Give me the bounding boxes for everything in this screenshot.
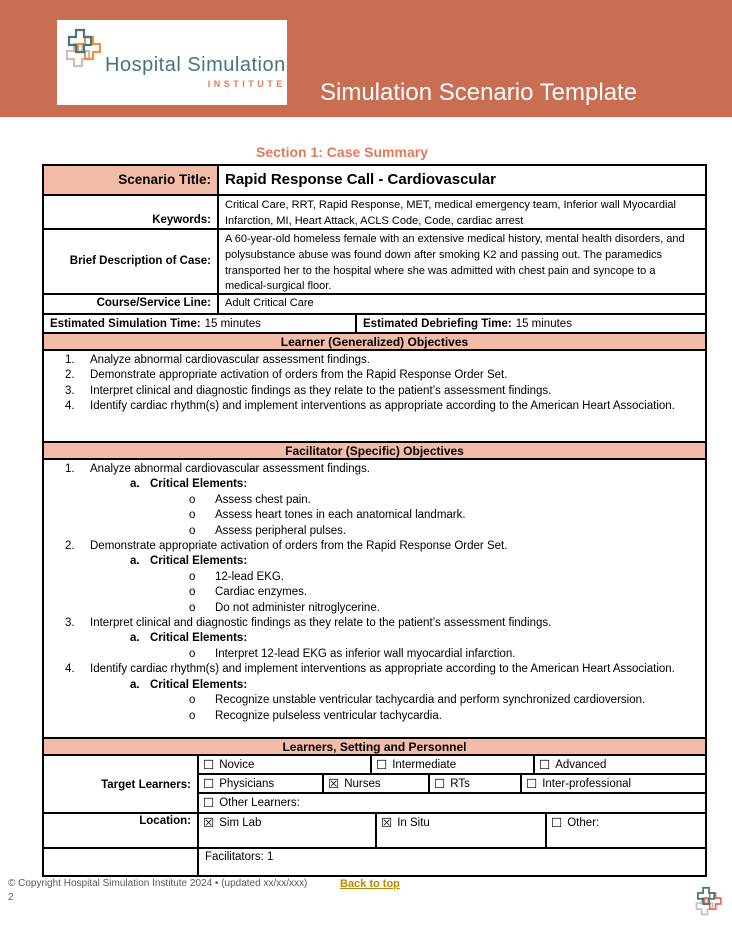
location-row <box>44 814 705 849</box>
facilitator-objectives-header: Facilitator (Specific) Objectives <box>44 443 705 460</box>
checkbox-icon: ☐ <box>551 816 563 830</box>
back-to-top-link[interactable]: Back to top <box>340 878 400 890</box>
learner-roles-row <box>199 775 705 794</box>
facilitators-row <box>44 849 705 875</box>
list-item: 1. Analyze abnormal cardiovascular assessment findings. <box>65 354 370 366</box>
checkbox-inter-professional[interactable]: ☐ Inter-professional <box>526 777 632 791</box>
footer-cross-icon <box>695 886 723 927</box>
list-item: 2. Demonstrate appropriate activation of orders from the Rapid Response Order Set. <box>65 369 508 382</box>
debriefing-time-cell <box>357 315 705 332</box>
target-learners-label: Target Learners: <box>44 756 199 812</box>
list-item: o Do not administer nitroglycerine. <box>189 601 380 614</box>
checkbox-rts[interactable]: ☐ RTs <box>430 775 522 792</box>
logo <box>57 20 287 105</box>
learners-setting-header: Learners, Setting and Personnel <box>44 739 705 756</box>
list-item: a. Critical Elements: <box>130 632 248 645</box>
facilitator-objectives-list <box>44 460 705 739</box>
checkbox-icon: ☐ <box>434 777 446 791</box>
checkbox-icon: ☒ <box>381 816 393 830</box>
logo-cross-icon <box>65 28 103 105</box>
checkbox-physicians[interactable]: ☐ Physicians <box>199 775 324 792</box>
simulation-time-cell <box>44 315 357 332</box>
copyright-text: © Copyright Hospital Simulation Institute 2024 • (updated xx/xx/xxx) <box>8 878 308 889</box>
checkbox-in-situ[interactable]: ☒ In Situ <box>377 814 547 847</box>
checkbox-icon: ☐ <box>539 758 551 772</box>
description-row <box>44 230 705 295</box>
logo-name: Hospital Simulation <box>105 54 286 76</box>
course-label: Course/Service Line: <box>44 295 219 313</box>
checkbox-icon: ☒ <box>328 777 340 791</box>
scenario-title-row <box>44 166 705 196</box>
list-item: o 12-lead EKG. <box>189 570 285 583</box>
list-item: a. Critical Elements: <box>130 678 248 691</box>
checkbox-nurses[interactable]: ☒ Nurses <box>324 775 430 792</box>
list-item: o Assess peripheral pulses. <box>189 524 347 537</box>
case-summary-table <box>42 164 707 877</box>
learner-levels-row <box>199 756 705 775</box>
description-label: Brief Description of Case: <box>44 230 219 293</box>
checkbox-advanced[interactable]: ☐ Advanced <box>539 758 607 772</box>
section-heading: Section 1: Case Summary <box>256 144 428 160</box>
other-learners-row <box>199 794 705 812</box>
list-item: o Cardiac enzymes. <box>189 586 308 599</box>
list-item: o Assess heart tones in each anatomical landmark. <box>189 509 466 522</box>
list-item: 2. Demonstrate appropriate activation of orders from the Rapid Response Order Set. <box>65 540 508 553</box>
list-item: 4. Identify cardiac rhythm(s) and implement interventions as appropriate according to the American Heart Association. <box>65 663 675 676</box>
list-item: a. Critical Elements: <box>130 478 248 491</box>
list-item: 1. Analyze abnormal cardiovascular assessment findings. <box>65 463 370 475</box>
keywords-row <box>44 196 705 230</box>
page-number: 2 <box>8 892 14 903</box>
list-item: a. Critical Elements: <box>130 555 248 568</box>
list-item: o Assess chest pain. <box>189 493 311 506</box>
checkbox-icon: ☐ <box>203 758 215 772</box>
target-learners-block <box>44 756 705 814</box>
keywords-label: Keywords: <box>44 196 219 228</box>
checkbox-icon: ☒ <box>203 816 215 830</box>
list-item: o Interpret 12-lead EKG as inferior wall myocardial infarction. <box>189 647 516 660</box>
learner-objectives-header: Learner (Generalized) Objectives <box>44 334 705 351</box>
checkbox-icon: ☐ <box>526 777 538 791</box>
scenario-title-value: Rapid Response Call - Cardiovascular <box>225 171 496 189</box>
logo-text <box>105 54 286 105</box>
keywords-value: Critical Care, RRT, Rapid Response, MET, medical emergency team, Inferior wall Myocardial Infarction, MI, Heart Attack, ACLS Code, Code, cardiac arrest <box>225 199 676 227</box>
description-value: A 60-year-old homeless female with an extensive medical history, mental health disorders, and polysubstance abuse was found down after smoking K2 and passing out. The paramedics transported her to the hospital where she was admitted with chest pain and syncope to a medical-surgical floor. <box>225 233 685 293</box>
page-title: Simulation Scenario Template <box>320 79 638 106</box>
simulation-time-label: Estimated Simulation Time: <box>50 317 201 330</box>
checkbox-location-other[interactable]: ☐ Other: <box>551 816 600 830</box>
checkbox-intermediate[interactable]: ☐ Intermediate <box>372 756 535 773</box>
footer <box>8 878 724 903</box>
times-row <box>44 315 705 334</box>
course-row <box>44 295 705 315</box>
facilitators-empty-label <box>44 849 199 875</box>
checkbox-sim-lab[interactable]: ☒ Sim Lab <box>199 814 377 847</box>
debriefing-time-label: Estimated Debriefing Time: <box>363 317 512 330</box>
learner-objectives-list <box>44 351 705 443</box>
scenario-title-label: Scenario Title: <box>44 166 219 194</box>
checkbox-icon: ☐ <box>203 777 215 791</box>
checkbox-other-learners[interactable]: ☐ Other Learners: <box>203 796 300 810</box>
list-item: o Recognize unstable ventricular tachycardia and perform synchronized cardioversion. <box>189 694 646 707</box>
course-value: Adult Critical Care <box>225 297 314 310</box>
list-item: 3. Interpret clinical and diagnostic findings as they relate to the patient’s assessment findings. <box>65 384 552 397</box>
location-label: Location: <box>44 814 199 847</box>
list-item: 3. Interpret clinical and diagnostic findings as they relate to the patient’s assessment findings. <box>65 617 552 630</box>
list-item: o Recognize pulseless ventricular tachycardia. <box>189 709 442 722</box>
simulation-time-value: 15 minutes <box>204 317 261 330</box>
list-item: 4. Identify cardiac rhythm(s) and implement interventions as appropriate according to the American Heart Association. <box>65 400 675 413</box>
debriefing-time-value: 15 minutes <box>515 317 572 330</box>
checkbox-icon: ☐ <box>203 796 215 810</box>
logo-subtitle: INSTITUTE <box>207 79 286 89</box>
checkbox-novice[interactable]: ☐ Novice <box>199 756 372 773</box>
facilitators-value: Facilitators: 1 <box>205 851 274 863</box>
header-banner <box>0 0 732 117</box>
checkbox-icon: ☐ <box>376 758 388 772</box>
